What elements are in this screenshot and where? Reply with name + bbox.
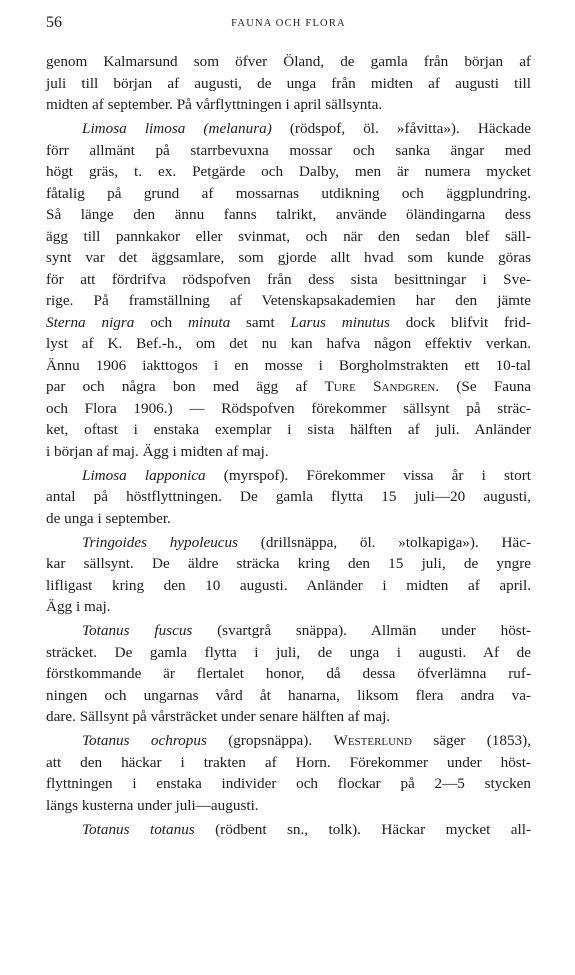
- species-name: Totanus ochropus: [82, 732, 207, 749]
- entry-text: (rödbent sn., tolk). Häckar mycket all-: [194, 820, 532, 838]
- text-line: juli till början af augusti, de unga från midten af augusti till: [46, 74, 531, 92]
- text-fragment: samt: [230, 313, 291, 331]
- text-line: högt gräs, t. ex. Petgärde och Dalby, men är numera mycket: [46, 163, 531, 180]
- entry-text: (myrspof). Förekommer vissa år i stort: [205, 466, 531, 484]
- entry-text: säger (1853),: [411, 732, 531, 749]
- text-line: sträcket. De gamla flytta i juli, de unga i augusti. Af de: [46, 643, 531, 661]
- page-number: 56: [46, 14, 62, 31]
- text-line: flyttningen i enstaka individer och flockar på 2—5 stycken: [46, 775, 531, 792]
- text-line: rige. På framställning af Vetenskapsakademien har den jämte: [46, 292, 531, 309]
- text-line: Ännu 1906 iakttogos i en mosse i Borgholmstrakten ett 10-tal: [46, 356, 531, 374]
- page-header: [46, 14, 531, 38]
- text-line: fåtalig på grund af mossarnas utdikning och äggplundring.: [46, 184, 531, 202]
- text-line: antal på höstflyttningen. De gamla flytta 15 juli—20 augusti,: [46, 488, 531, 505]
- entry-limosa-limosa: [46, 118, 531, 140]
- text-line: ket, oftast i enstaka exemplar i sista hälften af juli. Anländer: [46, 421, 531, 438]
- entry-tringoides-hypoleucus: [46, 532, 531, 554]
- entry-text: (drillsnäppa, öl. »tolkapiga»). Häc-: [238, 533, 531, 551]
- text-line: genom Kalmarsund som öfver Öland, de gamla från början af: [46, 53, 531, 70]
- species-name: Limosa limosa (melanura): [82, 120, 272, 137]
- text-line: förstkommande är flertalet honor, då dessa öfverlämna ruf-: [46, 665, 531, 682]
- entry-totanus-fuscus: [46, 620, 531, 642]
- text-line: ningen och ungarnas vård åt hanarna, liksom flera andra va-: [46, 686, 531, 704]
- text-line: längs kusterna under juli—augusti.: [46, 796, 259, 814]
- species-name: Limosa lapponica: [82, 466, 206, 484]
- text-line: [46, 376, 531, 398]
- text-fragment: par och några bon med ägg af: [46, 378, 325, 395]
- species-name: Totanus fuscus: [82, 622, 193, 639]
- species-name: Tringoides hypoleucus: [82, 533, 239, 551]
- text-line: midten af september. På vårflyttningen i april sällsynta.: [46, 96, 383, 113]
- text-line: [46, 312, 531, 334]
- text-line: förr allmänt på starrbevuxna mossar och sanka ängar med: [46, 141, 531, 159]
- text-line: dare. Sällsynt på vårsträcket under senare hälften af maj.: [46, 708, 391, 725]
- text-line: ägg till pannkakor eller svinmat, och när den sedan blef säll-: [46, 227, 531, 245]
- text-line: synt var det äggsamlare, som gjorde allt hvad som kunde göras: [46, 249, 531, 266]
- entry-text: (rödspof, öl. »fåvitta»). Häckade: [271, 120, 531, 137]
- running-head: FAUNA OCH FLORA: [231, 18, 346, 29]
- entry-totanus-ochropus: [46, 730, 531, 752]
- text-fragment: . (Se Fauna: [435, 378, 531, 395]
- species-name: Totanus totanus: [82, 820, 195, 838]
- person-name: Westerlund: [333, 732, 412, 749]
- text-fragment: och: [134, 313, 188, 331]
- text-line: de unga i september.: [46, 509, 171, 527]
- species-name: minuta: [187, 313, 231, 331]
- text-line: i början af maj. Ägg i midten af maj.: [46, 442, 269, 460]
- entry-text: (svartgrå snäppa). Allmän under höst-: [192, 622, 531, 639]
- text-line: och Flora 1906.) — Rödspofven förekommer sällsynt på sträc-: [46, 399, 531, 417]
- text-line: för att fördrifva rödspofven från dess sista besittningar i Sve-: [46, 270, 531, 288]
- text-fragment: dock blifvit frid-: [389, 313, 531, 331]
- text-body: [46, 51, 531, 840]
- text-line: Så länge den ännu fanns talrikt, använde öländingarna dess: [46, 206, 531, 223]
- species-name: Larus minutus: [290, 313, 390, 331]
- text-line: lifligast kring den 10 augusti. Anländer i midten af april.: [46, 576, 531, 594]
- text-line: kar sällsynt. De äldre sträcka kring den 15 juli, de yngre: [46, 555, 531, 572]
- species-name: Sterna nigra: [46, 313, 135, 331]
- text-line: att den häckar i trakten af Horn. Förekommer under höst-: [46, 753, 531, 771]
- text-line: Ägg i maj.: [46, 598, 111, 615]
- person-name: Ture Sandgren: [324, 378, 436, 395]
- entry-totanus-totanus: [46, 819, 531, 841]
- text-line: lyst af K. Bef.-h., om det nu kan hafva någon effektiv verkan.: [46, 335, 531, 352]
- entry-text: (gropsnäppa).: [206, 732, 334, 749]
- entry-limosa-lapponica: [46, 465, 531, 487]
